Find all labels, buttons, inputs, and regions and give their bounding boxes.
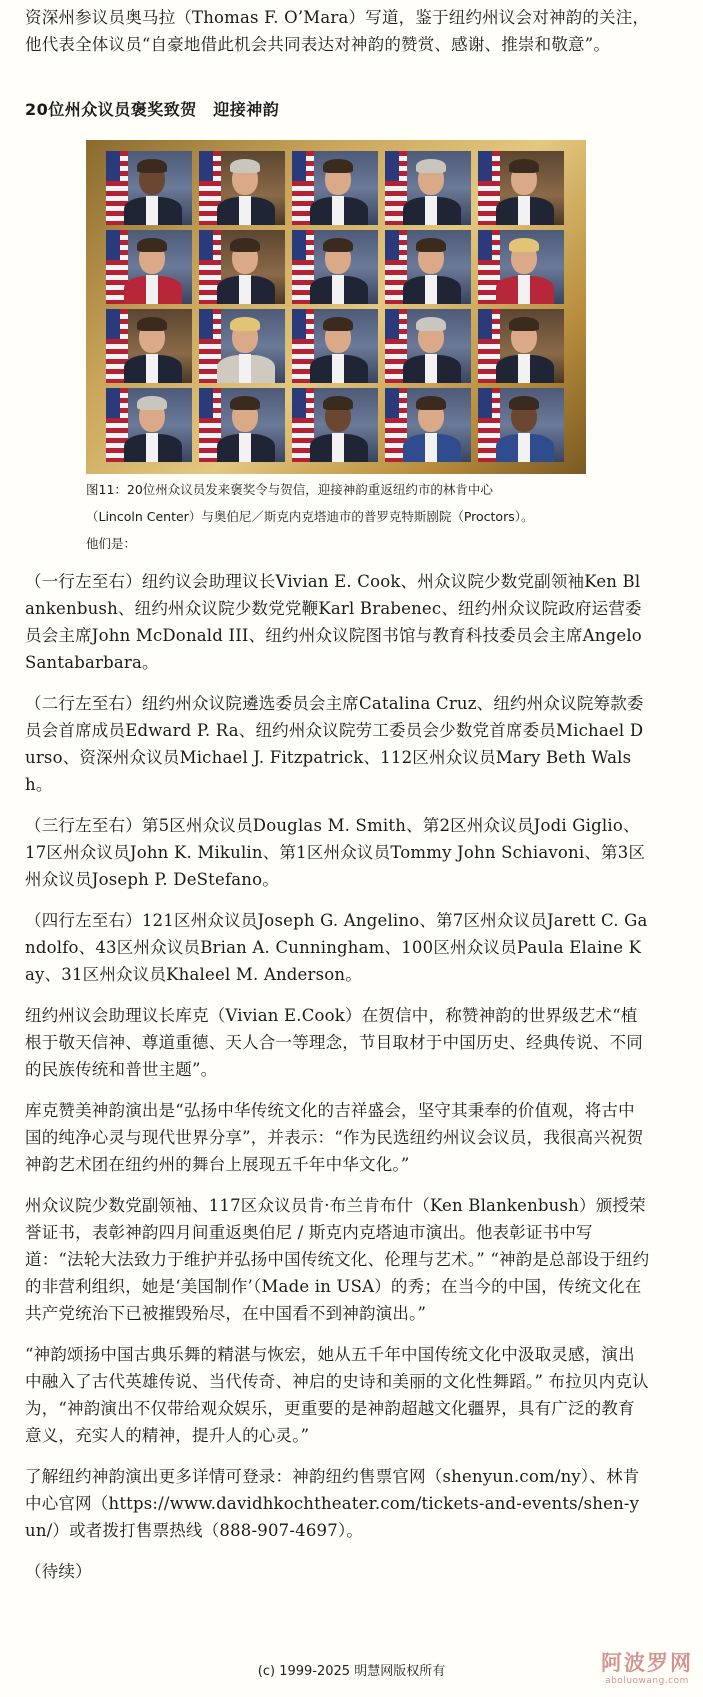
- paragraph-brabenec: “神韵颂扬中国古典乐舞的精湛与恢宏，她从五千年中国传统文化中汲取灵感，演出中融入了古代英雄传说、当代传奇、神启的史诗和美丽的文化性舞蹈。” 布拉贝内克认为，“神韵演出不仅带给观众娱乐，更重要的是神韵超越文化疆界，具有广泛的教育意义，充实人的精神，提升人的心灵。”: [25, 1345, 649, 1445]
- site-watermark: [597, 1650, 697, 1687]
- legislator-portrait: [199, 151, 285, 225]
- paragraph-cook-letter: 纽约州议会助理议长库克（Vivian E.Cook）在贺信中，称赞神韵的世界级艺术“植根于敬天信神、尊道重德、天人合一等理念，节目取材于中国历史、经典传说、不同的民族传统和普世主题”。: [25, 1006, 643, 1079]
- paragraph-ticket-info: 了解纽约神韵演出更多详情可登录：神韵纽约售票官网（shenyun.com/ny）、林肯中心官网（https://www.davidhkochtheater.com/tickets-and-events/shen-yun/）或者拨打售票热线（888-907-4697）。: [25, 1467, 640, 1540]
- legislator-portrait: [292, 309, 378, 383]
- paragraph-row2: （二行左至右）纽约州众议院遴选委员会主席Catalina Cruz、纽约州众议院筹款委员会首席成员Edward P. Ra、纽约州众议院劳工委员会少数党首席委员Michael Durso、资深州众议员Michael J. Fitzpatrick、112区州众议员Mary Beth Walsh。: [25, 694, 644, 794]
- portrait-grid: [106, 151, 566, 463]
- legislator-portrait: [199, 309, 285, 383]
- legislator-portrait: [478, 388, 564, 462]
- legislator-portrait: [106, 151, 192, 225]
- legislator-portrait: [478, 151, 564, 225]
- legislator-portrait: [478, 230, 564, 304]
- copyright-footer: (c) 1999-2025 明慧网版权所有: [257, 1664, 446, 1679]
- article-paragraphs: [25, 568, 650, 1599]
- legislator-portrait: [292, 388, 378, 462]
- figure: [86, 140, 586, 557]
- watermark-main: 阿波罗网: [601, 1651, 693, 1675]
- intro-paragraph: 资深州参议员奥马拉（Thomas F. O’Mara）写道，鉴于纽约州议会对神韵的关注，他代表全体议员“自豪地借此机会共同表达对神韵的赞赏、感谢、推崇和敬意”。: [25, 8, 650, 54]
- paragraph-cook-praise: 库克赞美神韵演出是“弘扬中华传统文化的吉祥盛会，坚守其秉奉的价值观，将古中国的纯净心灵与现代世界分享”，并表示：“作为民选纽约州议会议员，我很高兴祝贺神韵艺术团在纽约州的舞台上展现五千年中华文化。”: [25, 1101, 644, 1174]
- legislators-photo-collage: [86, 140, 586, 474]
- legislator-portrait: [106, 388, 192, 462]
- legislator-portrait: [199, 388, 285, 462]
- legislator-portrait: [385, 309, 471, 383]
- figure-caption: 图11：20位州众议员发来褒奖令与贺信，迎接神韵重返纽约市的林肯中心（Lincoln Center）与奥伯尼／斯克内克塔迪市的普罗克特斯剧院（Proctors）。他们是：: [86, 482, 534, 551]
- legislator-portrait: [385, 151, 471, 225]
- legislator-portrait: [106, 309, 192, 383]
- paragraph-blankenbush: 州众议院少数党副领袖、117区众议员肯·布兰肯布什（Ken Blankenbush）颁授荣誉证书，表彰神韵四月间重返奥伯尼 / 斯克内克塔迪市演出。他表彰证书中写道：“法轮大法致力于维护并弘扬中国传统文化、伦理与艺术。” “神韵是总部设于纽约的非营利组织，她是‘美国制作’（Made in USA）的秀；在当今的中国，传统文化在共产党统治下已被摧毁殆尽，在中国看不到神韵演出。”: [25, 1196, 650, 1323]
- paragraph-to-be-continued: （待续）: [25, 1562, 92, 1581]
- legislator-portrait: [292, 151, 378, 225]
- watermark-sub: aboluowang.com: [605, 1676, 689, 1686]
- paragraph-row3: （三行左至右）第5区州众议员Douglas M. Smith、第2区州众议员Jodi Giglio、17区州众议员John K. Mikulin、第1区州众议员Tommy John Schiavoni、第3区州众议员Joseph P. DeStefano。: [25, 816, 646, 889]
- paragraph-row1: （一行左至右）纽约议会助理议长Vivian E. Cook、州众议院少数党副领袖Ken Blankenbush、纽约州众议院少数党党鞭Karl Brabenec、纽约州众议院政府运营委员会主席John McDonald III、纽约州众议院图书馆与教育科技委员会主席Angelo Santabarbara。: [25, 572, 642, 672]
- section-heading: 20位州众议员褒奖致贺 迎接神韵: [25, 100, 280, 119]
- legislator-portrait: [385, 388, 471, 462]
- paragraph-row4: （四行左至右）121区州众议员Joseph G. Angelino、第7区州众议员Jarett C. Gandolfo、43区州众议员Brian A. Cunningham、100区州众议员Paula Elaine Kay、31区州众议员Khaleel M. Anderson。: [25, 911, 648, 984]
- legislator-portrait: [199, 230, 285, 304]
- legislator-portrait: [292, 230, 378, 304]
- legislator-portrait: [385, 230, 471, 304]
- legislator-portrait: [478, 309, 564, 383]
- legislator-portrait: [106, 230, 192, 304]
